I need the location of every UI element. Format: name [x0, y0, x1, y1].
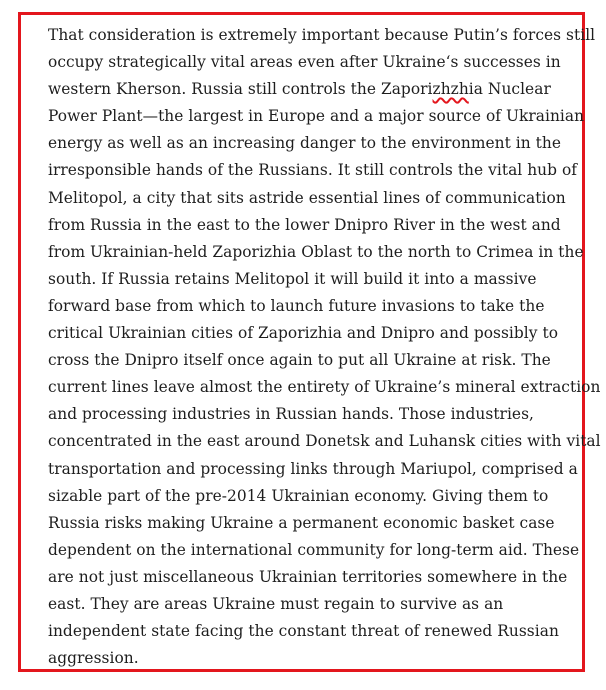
paragraph-line: dependent on the international community for long-term aid. These: [48, 540, 580, 559]
paragraph-line: south. If Russia retains Melitopol it will build it into a massive: [48, 269, 537, 288]
paragraph-line: critical Ukrainian cities of Zaporizhia and Dnipro and possibly to: [48, 324, 559, 343]
paragraph-line: independent state facing the constant threat of renewed Russian: [48, 622, 559, 641]
highlight-frame: [18, 12, 601, 672]
paragraph-line: forward base from which to launch future invasions to take the: [48, 296, 545, 315]
paragraph-line: Melitopol, a city that sits astride essential lines of communication: [48, 188, 566, 207]
paragraph-line: cross the Dnipro itself once again to put all Ukraine at risk. The: [48, 351, 551, 370]
paragraph-line: aggression.: [48, 649, 139, 668]
paragraph-line: occupy strategically vital areas even after Ukraine‘s successes in: [48, 53, 561, 72]
paragraph-line: and processing industries in Russian hands. Those industries,: [48, 405, 534, 424]
paragraph-line: from Ukrainian-held Zaporizhia Oblast to the north to Crimea in the: [48, 242, 584, 261]
paragraph-line: That consideration is extremely important because Putin’s forces still: [48, 26, 596, 44]
spellcheck-flagged-word[interactable]: zhzh: [432, 80, 469, 99]
paragraph-line: Russia risks making Ukraine a permanent economic basket case: [48, 513, 555, 532]
paragraph-line: east. They are areas Ukraine must regain to survive as an: [48, 594, 504, 613]
line-segment: ia Nuclear: [468, 80, 551, 99]
article-paragraph[interactable]: [48, 22, 601, 672]
paragraph-line: [48, 76, 593, 103]
paragraph-line: are not just miscellaneous Ukrainian territories somewhere in the: [48, 567, 568, 586]
paragraph-line: Power Plant—the largest in Europe and a major source of Ukrainian: [48, 107, 585, 126]
paragraph-line: irresponsible hands of the Russians. It still controls the vital hub of: [48, 161, 578, 180]
paragraph-line: from Russia in the east to the lower Dnipro River in the west and: [48, 215, 561, 234]
line-segment: western Kherson. Russia still controls the Zapori: [48, 80, 433, 99]
paragraph-line: current lines leave almost the entirety of Ukraine’s mineral extraction: [48, 378, 601, 397]
paragraph-line: energy as well as an increasing danger to the environment in the: [48, 134, 562, 153]
paragraph-line: concentrated in the east around Donetsk and Luhansk cities with vital: [48, 432, 601, 451]
paragraph-line: transportation and processing links through Mariupol, comprised a: [48, 459, 578, 478]
paragraph-line: sizable part of the pre-2014 Ukrainian economy. Giving them to: [48, 486, 549, 505]
